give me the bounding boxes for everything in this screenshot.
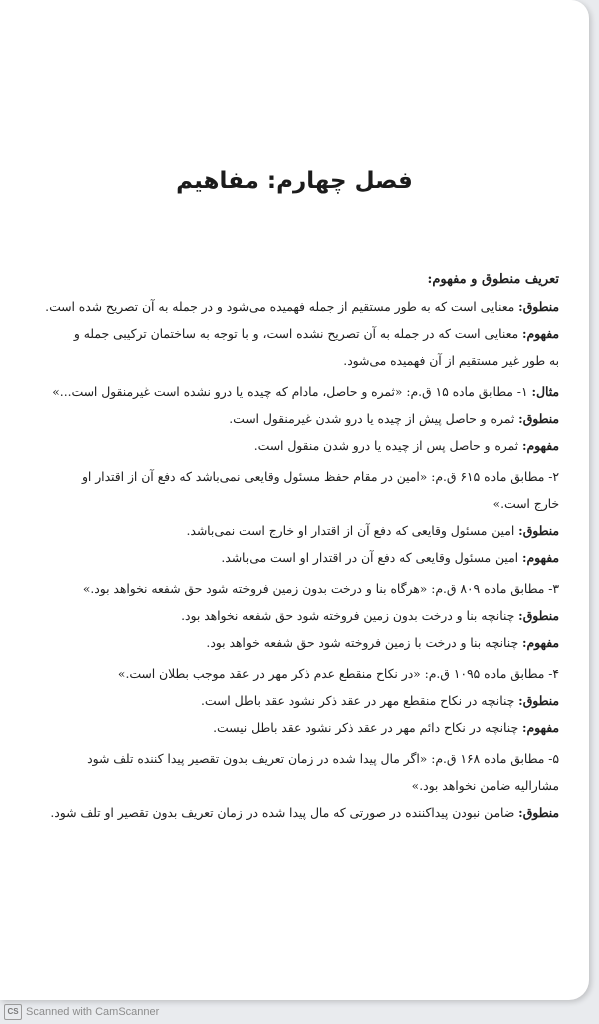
text-line <box>30 687 559 714</box>
line-label: مفهوم: <box>522 635 559 650</box>
line-text: مشارالیه ضامن نخواهد بود.» <box>411 779 559 793</box>
text-line <box>30 293 559 320</box>
line-text: معنایی است که در جمله به آن تصریح نشده است، و با توجه به ساختمان ترکیبی جمله و <box>73 327 523 341</box>
scanner-watermark-text: Scanned with CamScanner <box>26 1006 160 1018</box>
line-label: منطوق: <box>518 411 559 426</box>
text-line <box>30 320 559 347</box>
line-text: ۱- مطابق ماده ۱۵ ق.م: «ثمره و حاصل، مادام که چیده یا درو نشده است غیرمنقول است...» <box>52 385 532 399</box>
text-line <box>30 602 559 629</box>
line-label: منطوق: <box>518 805 559 820</box>
text-line <box>30 405 559 432</box>
scanner-watermark <box>4 1004 159 1020</box>
section-heading <box>30 266 559 293</box>
line-text: ثمره و حاصل پس از چیده یا درو شدن منقول است. <box>253 439 523 453</box>
line-text: ضامن نبودن پیداکننده در صورتی که مال پیدا شده در زمان تعریف بدون تقصیر او تلف شود. <box>50 806 519 820</box>
text-line <box>30 745 559 772</box>
line-label: منطوق: <box>518 299 559 314</box>
text-line <box>30 772 559 799</box>
line-label: منطوق: <box>518 523 559 538</box>
line-text: به طور غیر مستقیم از آن فهمیده می‌شود. <box>343 354 559 368</box>
text-line <box>30 463 559 490</box>
line-label: مفهوم: <box>522 326 559 341</box>
line-text: چنانچه در نکاح دائم مهر در عقد ذکر نشود عقد باطل نیست. <box>213 721 523 735</box>
line-label: منطوق: <box>518 608 559 623</box>
line-text: ۵- مطابق ماده ۱۶۸ ق.م: «اگر مال پیدا شده در زمان تعریف بدون تقصیر پیدا کننده تلف شود <box>87 752 559 766</box>
camscanner-logo-icon: CS <box>4 1004 22 1020</box>
chapter-title: فصل چهارم: مفاهیم <box>176 168 413 194</box>
line-label: مفهوم: <box>522 720 559 735</box>
text-line <box>30 517 559 544</box>
text-line <box>30 544 559 575</box>
line-text: معنایی است که به طور مستقیم از جمله فهمیده می‌شود و در جمله به آن تصریح شده است. <box>45 300 519 314</box>
line-text: چنانچه بنا و درخت بدون زمین فروخته شود حق شفعه نخواهد بود. <box>181 609 519 623</box>
line-text: امین مسئول وقایعی که دفع آن از اقتدار او خارج است نمی‌باشد. <box>186 524 519 538</box>
line-text: امین مسئول وقایعی که دفع آن در اقتدار او است می‌باشد. <box>221 551 523 565</box>
line-label: مفهوم: <box>522 550 559 565</box>
text-line <box>30 378 559 405</box>
line-label: مفهوم: <box>522 438 559 453</box>
text-line <box>30 432 559 463</box>
text-lines <box>30 293 559 826</box>
text-line <box>30 660 559 687</box>
text-line <box>30 799 559 826</box>
text-line <box>30 575 559 602</box>
section-heading-text: تعریف منطوق و مفهوم: <box>427 272 559 287</box>
line-text: ۲- مطابق ماده ۶۱۵ ق.م: «امین در مقام حفظ مسئول وقایعی نمی‌باشد که دفع آن از اقتدار او <box>81 470 559 484</box>
line-text: چنانچه در نکاح منقطع مهر در عقد ذکر نشود عقد باطل است. <box>201 694 519 708</box>
line-text: ۳- مطابق ماده ۸۰۹ ق.م: «هرگاه بنا و درخت بدون زمین فروخته شود حق شفعه نخواهد بود.» <box>82 582 559 596</box>
text-line <box>30 347 559 378</box>
line-text: چنانچه بنا و درخت با زمین فروخته شود حق شفعه خواهد بود. <box>206 636 523 650</box>
text-line <box>30 629 559 660</box>
line-label: منطوق: <box>518 693 559 708</box>
line-text: خارج است.» <box>492 497 559 511</box>
line-label: مثال: <box>531 384 559 399</box>
page-body <box>30 266 559 826</box>
line-text: ۴- مطابق ماده ۱۰۹۵ ق.م: «در نکاح منقطع عدم ذکر مهر در عقد موجب بطلان است.» <box>117 667 559 681</box>
text-line <box>30 490 559 517</box>
text-line <box>30 714 559 745</box>
line-text: ثمره و حاصل پیش از چیده یا درو شدن غیرمنقول است. <box>229 412 519 426</box>
